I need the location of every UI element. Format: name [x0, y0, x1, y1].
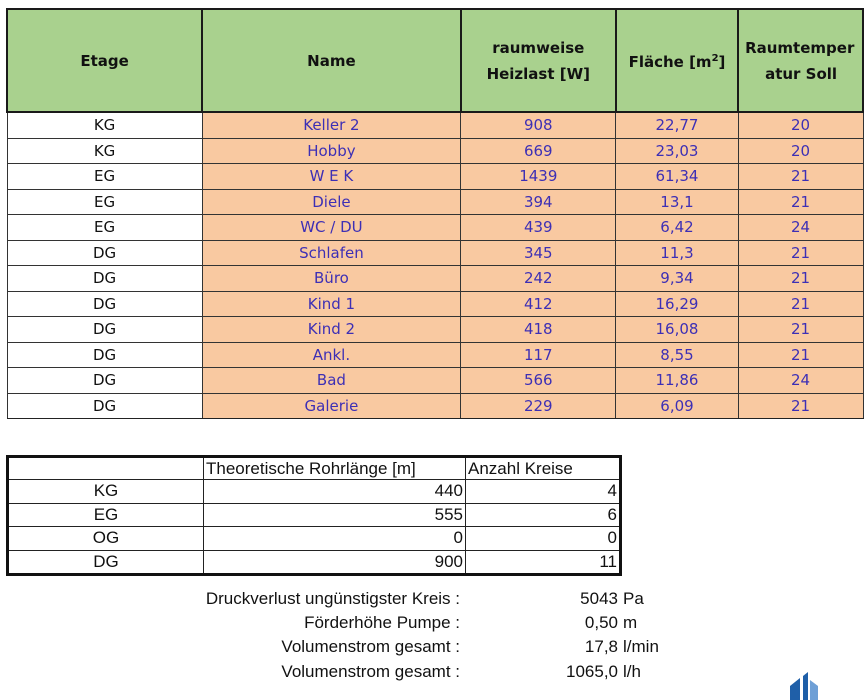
room-flaeche-cell: 22,77: [616, 112, 738, 138]
room-heizlast-cell: 439: [461, 215, 616, 241]
company-logo-icon: [786, 672, 822, 700]
room-heizlast-cell: 394: [461, 189, 616, 215]
summary-row: [0, 589, 864, 612]
room-heating-table: [6, 8, 864, 419]
rohr-etage-cell: DG: [8, 550, 204, 575]
room-heizlast-cell: 229: [461, 393, 616, 419]
room-name-cell: Hobby: [202, 138, 461, 164]
room-heizlast-cell: 412: [461, 291, 616, 317]
header-heizlast-line1: raumweise: [492, 38, 585, 57]
room-flaeche-cell: 6,42: [616, 215, 738, 241]
rohr-laenge-cell: 440: [204, 480, 466, 504]
room-flaeche-cell: 16,29: [616, 291, 738, 317]
room-name-cell: Kind 1: [202, 291, 461, 317]
room-row: [7, 368, 863, 394]
room-etage-cell: DG: [7, 317, 202, 343]
room-etage-cell: DG: [7, 240, 202, 266]
room-heizlast-cell: 566: [461, 368, 616, 394]
room-name-cell: WC / DU: [202, 215, 461, 241]
room-temp-cell: 21: [738, 393, 863, 419]
room-row: [7, 189, 863, 215]
header-flaeche-sup: 2: [711, 53, 719, 64]
room-row: [7, 138, 863, 164]
header-flaeche-close: ]: [718, 53, 726, 71]
room-temp-cell: 21: [738, 164, 863, 190]
room-temp-cell: 21: [738, 266, 863, 292]
room-etage-cell: KG: [7, 112, 202, 138]
room-heizlast-cell: 418: [461, 317, 616, 343]
room-flaeche-cell: 13,1: [616, 189, 738, 215]
summary-value: 0,50: [584, 613, 618, 632]
room-heizlast-cell: 908: [461, 112, 616, 138]
rohr-kreise-cell: 0: [466, 527, 621, 551]
room-etage-cell: EG: [7, 215, 202, 241]
summary-value: 5043: [580, 589, 618, 608]
room-row: [7, 393, 863, 419]
rohr-header-kreise: Anzahl Kreise: [466, 457, 621, 480]
room-row: [7, 317, 863, 343]
summary-unit: l/h: [623, 662, 641, 681]
room-etage-cell: DG: [7, 368, 202, 394]
header-etage: Etage: [7, 9, 202, 112]
summary-label: Volumenstrom gesamt :: [281, 662, 460, 681]
room-temp-cell: 21: [738, 342, 863, 368]
summary-value: 1065,0: [566, 662, 618, 681]
rohr-laenge-cell: 0: [204, 527, 466, 551]
summary-label: Förderhöhe Pumpe :: [304, 613, 460, 632]
room-flaeche-cell: 16,08: [616, 317, 738, 343]
room-row: [7, 215, 863, 241]
header-heizlast-line2: Heizlast [W]: [486, 64, 591, 83]
rohr-table-body: [8, 480, 621, 575]
room-row: [7, 291, 863, 317]
room-heizlast-cell: 242: [461, 266, 616, 292]
room-flaeche-cell: 61,34: [616, 164, 738, 190]
rohr-kreise-cell: 6: [466, 503, 621, 527]
room-flaeche-cell: 11,3: [616, 240, 738, 266]
room-etage-cell: DG: [7, 266, 202, 292]
room-etage-cell: DG: [7, 342, 202, 368]
rohr-etage-cell: EG: [8, 503, 204, 527]
summary-unit: l/min: [623, 637, 659, 656]
room-table-header: [7, 9, 863, 112]
rohr-laenge-cell: 900: [204, 550, 466, 575]
room-temp-cell: 20: [738, 138, 863, 164]
room-temp-cell: 24: [738, 368, 863, 394]
room-table-body: [7, 112, 863, 419]
header-temp-line1: Raumtemper: [745, 38, 855, 57]
room-temp-cell: 20: [738, 112, 863, 138]
room-etage-cell: DG: [7, 393, 202, 419]
rohr-kreise-cell: 4: [466, 480, 621, 504]
room-flaeche-cell: 9,34: [616, 266, 738, 292]
room-name-cell: Diele: [202, 189, 461, 215]
summary-unit: Pa: [623, 589, 644, 608]
room-row: [7, 240, 863, 266]
room-name-cell: Galerie: [202, 393, 461, 419]
header-flaeche-text: Fläche [m: [628, 53, 712, 71]
header-name: Name: [202, 9, 461, 112]
room-flaeche-cell: 23,03: [616, 138, 738, 164]
rohr-etage-cell: KG: [8, 480, 204, 504]
rohrlaenge-table: [6, 455, 622, 576]
room-heizlast-cell: 117: [461, 342, 616, 368]
room-name-cell: Ankl.: [202, 342, 461, 368]
room-temp-cell: 21: [738, 291, 863, 317]
room-heizlast-cell: 345: [461, 240, 616, 266]
rohr-kreise-cell: 11: [466, 550, 621, 575]
room-etage-cell: DG: [7, 291, 202, 317]
room-heizlast-cell: 1439: [461, 164, 616, 190]
room-name-cell: Kind 2: [202, 317, 461, 343]
header-flaeche: [616, 9, 738, 112]
summary-row: [0, 662, 864, 685]
room-row: [7, 342, 863, 368]
rohr-row: [8, 550, 621, 575]
header-temp-line2: atur Soll: [765, 64, 838, 83]
room-name-cell: Bad: [202, 368, 461, 394]
room-temp-cell: 21: [738, 189, 863, 215]
room-name-cell: Schlafen: [202, 240, 461, 266]
rohr-header-blank: [8, 457, 204, 480]
summary-unit: m: [623, 613, 638, 632]
summary-label: Druckverlust ungünstigster Kreis :: [205, 589, 460, 608]
room-temp-cell: 21: [738, 317, 863, 343]
header-heizlast: [461, 9, 616, 112]
room-flaeche-cell: 6,09: [616, 393, 738, 419]
summary-value: 17,8: [584, 637, 618, 656]
rohr-row: [8, 480, 621, 504]
room-name-cell: Büro: [202, 266, 461, 292]
room-row: [7, 164, 863, 190]
room-etage-cell: EG: [7, 189, 202, 215]
room-flaeche-cell: 8,55: [616, 342, 738, 368]
rohr-row: [8, 527, 621, 551]
room-etage-cell: EG: [7, 164, 202, 190]
room-row: [7, 266, 863, 292]
summary-label: Volumenstrom gesamt :: [281, 637, 460, 656]
rohr-etage-cell: OG: [8, 527, 204, 551]
room-temp-cell: 24: [738, 215, 863, 241]
rohr-laenge-cell: 555: [204, 503, 466, 527]
room-temp-cell: 21: [738, 240, 863, 266]
summary-row: [0, 637, 864, 660]
room-flaeche-cell: 11,86: [616, 368, 738, 394]
room-name-cell: Keller 2: [202, 112, 461, 138]
room-name-cell: W E K: [202, 164, 461, 190]
rohr-row: [8, 503, 621, 527]
rohr-table-header: [8, 457, 621, 480]
header-raumtemperatur: [738, 9, 863, 112]
room-etage-cell: KG: [7, 138, 202, 164]
room-row: [7, 112, 863, 138]
summary-row: [0, 613, 864, 636]
rohr-header-rohrlaenge: Theoretische Rohrlänge [m]: [204, 457, 466, 480]
room-heizlast-cell: 669: [461, 138, 616, 164]
